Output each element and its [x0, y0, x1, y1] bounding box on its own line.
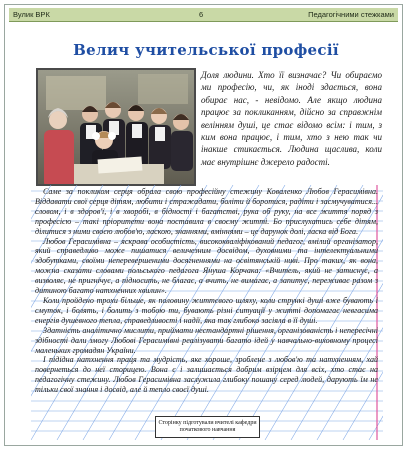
body-paragraph: Здатність аналітично мислити, приймати нестандартні рішення, організованість і непересічні здібності дали змогу Любові Герасимівні реалізувати багато ідей у навчально-виховному процесі маленьких громадян України. — [35, 325, 378, 355]
article-title: Велич учительської професії — [73, 41, 339, 59]
article-intro: Доля людини. Хто її визначає? Чи обираємо ми професію, чи, як іноді здається, вона обирає нас, - невідомо. Але якщо людина працює за покликанням, дійсно за справжнім велінням душі, це стає відомо всім: і тим, з ким вона працює, і тим, хто з нею так чи інакше стикається. Людина щаслива, коли має внутрішнє джерело радості. — [201, 70, 382, 167]
body-paragraph: Коли пройдено трохи більше, як половину життєвого шляху, коли стрункі душі вже бувають і смуток, і болять, і болить з тобою ти, бувають різні ситуації у житті допомагає невгасима енергія душевного тепла, справедливості і надії, яка так глибоко засіяла в її душі. — [35, 295, 378, 325]
body-paragraph: І підідна натхнення праця та мудрість, яке хороше, зроблене з любов'ю та натхненням, хай повернеться до неї сторицею. Вона є і залишається добрим взірцем для всіх, хто стає на педагогічну стежину. Любов Герасимівна заслужила глибоку пошану серед людей, дарують їм не тільки свої знання і досвід, але й тепло своєї душі. — [35, 355, 378, 395]
body-paragraph: Саме за покликом серця обрала свою професійну стежину Коваленко Любов Герасимівна. Віддавати свої серця дітям, любити і стражадати, боліти й боротися, радіти і засмучуватися... словом, і в здоров'ї, і в хворобі, в бідності і багатстві, рука об руку, на все життя поряд з професією – такі пріоритети вона поставила в своєму житті. Бо прислухатись себе дітям, ділитися з ними своєю любов'ю, ласкою, знаннями, вміннями – це дарунок долі, ласка від Бога. — [35, 187, 378, 236]
section-name: Педагогічними стежками — [308, 10, 394, 19]
page-header — [9, 8, 398, 22]
body-paragraph: Любов Герасимівна – яскрава особистість, висококваліфікований педагог, вмілий організатор, який справедливо може пишатися величезним досвідом, духовними та інтелектуальними здобутками, своїми неперевершеними досягненнями на освітянській ниві. Про таких, як вона, можна сказати словами польського педагога Януша Корчака: «Вчитель, який не затиснує, а визволяє, не пригнічує, а підносить, не благає, а вчить, не вимагає, а запитує, переживає разом з дитиною багато натхненних хвилин». — [35, 236, 378, 296]
footer-credit: Сторінку підготували вчителі кафедри початкового навчання — [155, 416, 260, 438]
class-photo-image — [38, 70, 196, 186]
article-body — [35, 187, 378, 395]
newsletter-page — [4, 4, 403, 446]
page-number: 6 — [199, 10, 204, 19]
class-photo — [36, 68, 196, 186]
newsletter-name: Вулик ВРК — [13, 10, 50, 19]
